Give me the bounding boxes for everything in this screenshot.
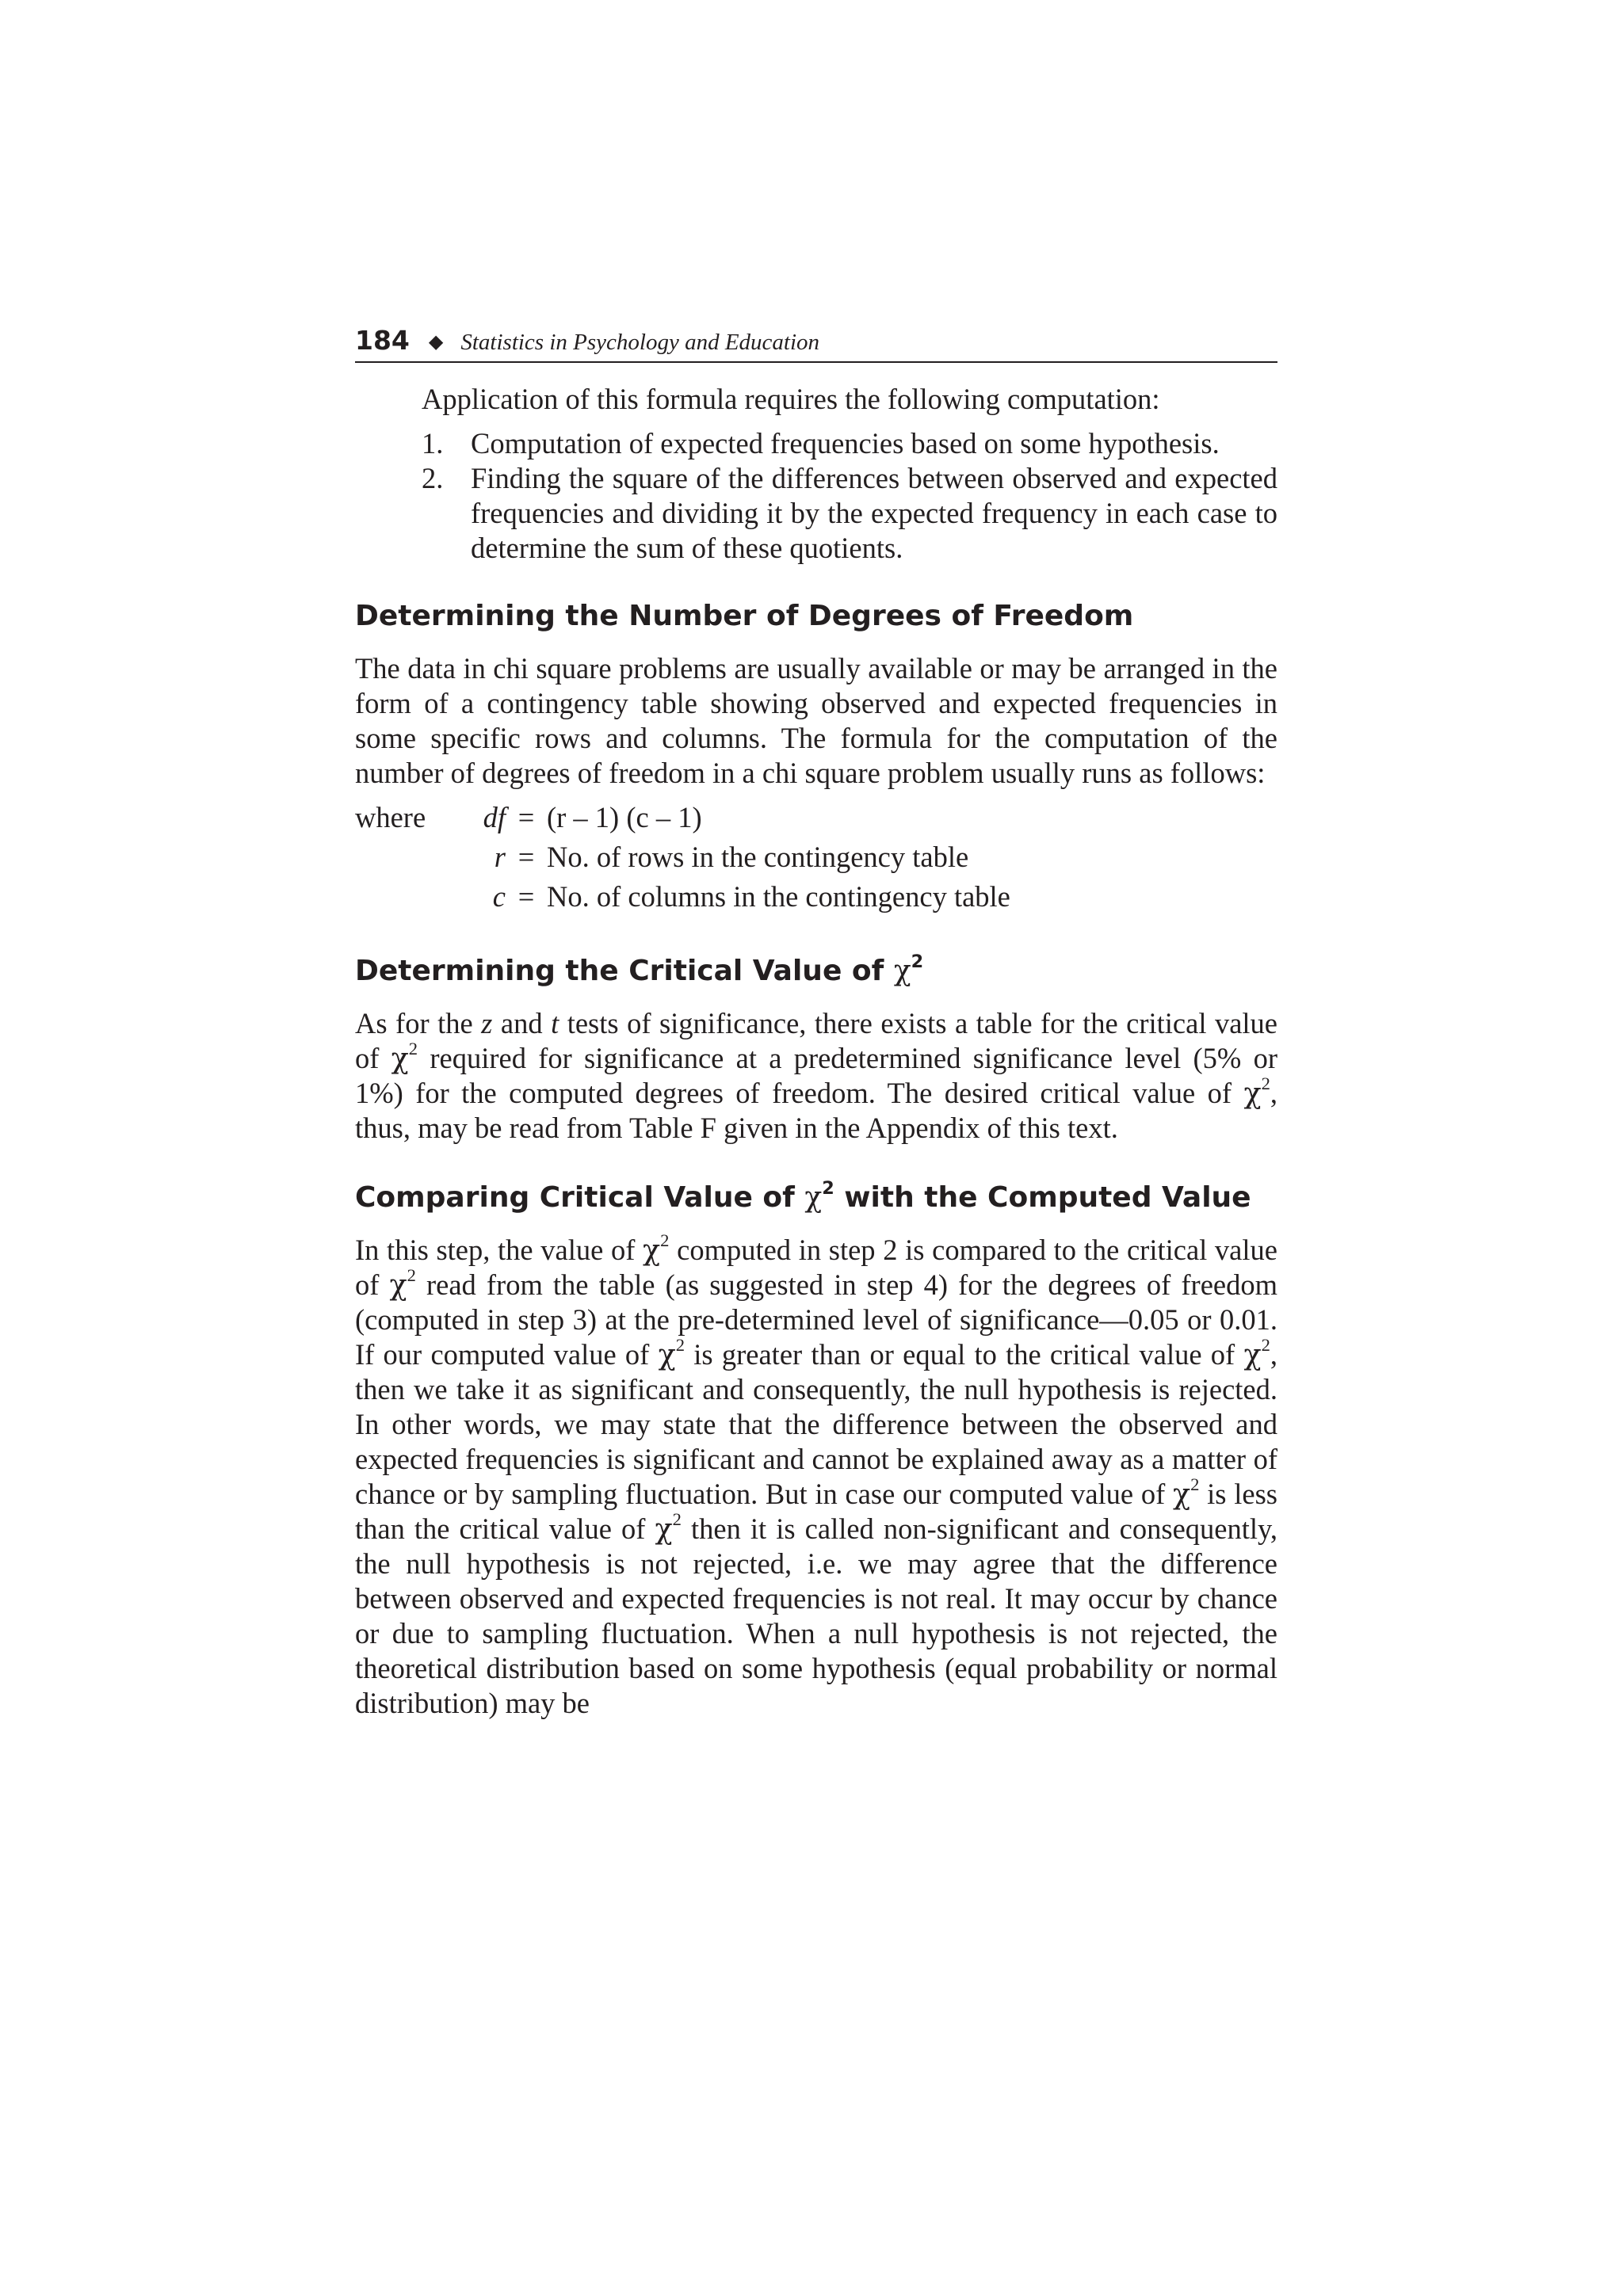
text: As for the xyxy=(355,1007,482,1039)
formula-row-df xyxy=(423,800,702,835)
formula-rhs: (r – 1) (c – 1) xyxy=(547,801,702,833)
section-heading-comparing xyxy=(355,1179,1277,1217)
chi-symbol: χ xyxy=(655,1512,673,1546)
chi-symbol: χ xyxy=(1173,1477,1191,1511)
text: and xyxy=(492,1007,552,1039)
formula-equals: = xyxy=(517,841,535,873)
superscript: 2 xyxy=(1261,1335,1270,1356)
text: is less than the critical value of xyxy=(355,1478,1277,1545)
formula-equals: = xyxy=(517,880,535,913)
degrees-of-freedom-paragraph: The data in chi square problems are usually available or may be arranged in the form of a contingency table showing observed and expected frequencies in some specific rows and columns. The formula for the computation of the number of degrees of freedom in a chi square problem usually runs as follows: xyxy=(355,652,1277,789)
formula-lhs: c xyxy=(492,880,506,913)
formula-rhs: No. of rows in the contingency table xyxy=(547,841,969,873)
formula-equals: = xyxy=(517,801,535,833)
chi-symbol: χ xyxy=(658,1337,676,1371)
text: In this step, the value of xyxy=(355,1234,643,1266)
chi-symbol: χ xyxy=(391,1041,409,1075)
chi-symbol: χ xyxy=(643,1233,661,1267)
list-item xyxy=(355,461,1277,566)
chi-symbol: χ xyxy=(1243,1076,1262,1110)
list-item xyxy=(355,426,1277,461)
text: , thus, may be read from Table F given in the Appendix of this text. xyxy=(355,1077,1277,1144)
step-text: Computation of expected frequencies based on some hypothesis. xyxy=(471,427,1220,460)
superscript: 2 xyxy=(675,1335,685,1356)
critical-value-paragraph xyxy=(355,1006,1277,1146)
comparing-paragraph xyxy=(355,1230,1278,1721)
page-number: 184 xyxy=(355,325,410,356)
z-variable: z xyxy=(481,1007,493,1039)
page xyxy=(355,325,1277,1721)
text: is greater than or equal to the critical value of xyxy=(685,1338,1244,1371)
formula-rhs: No. of columns in the contingency table xyxy=(547,880,1010,913)
step-number: 1. xyxy=(422,427,444,460)
text: tests of significance, there exists a table for the critical value of xyxy=(355,1007,1278,1074)
text: read from the table (as suggested in step 4) for the degrees of freedom (computed in step 3) at the pre-determined level of significance—0.05 or 0.01. If our computed value of xyxy=(355,1268,1277,1371)
superscript: 2 xyxy=(407,1265,416,1286)
chi-symbol: χ xyxy=(389,1268,407,1302)
heading-text: Determining the Critical Value of xyxy=(355,955,884,987)
superscript: 2 xyxy=(408,1039,418,1059)
formula-where-label: where xyxy=(355,801,426,833)
superscript: 2 xyxy=(1261,1074,1270,1094)
step-text: Finding the square of the differences between observed and expected frequencies and dividing it by the expected frequency in each case to determine the sum of these quotients. xyxy=(471,462,1277,564)
formula-row-c xyxy=(423,879,1010,914)
chi-symbol: χ xyxy=(893,955,911,987)
formula-lhs: df xyxy=(483,801,506,833)
computation-steps xyxy=(355,426,1277,566)
text: required for significance at a predetermined significance level (5% or 1%) for the computed degrees of freedom. The desired critical value of xyxy=(355,1042,1277,1109)
section-heading-critical-value xyxy=(355,952,1277,990)
book-title: Statistics in Psychology and Education xyxy=(460,330,820,355)
text: , then we take it as significant and consequently, the null hypothesis is rejected. In other words, we may state that the difference between the observed and expected frequencies is significant and cannot be explained away as a matter of chance or by sampling fluctuation. But in case our computed value of xyxy=(355,1338,1278,1510)
chi-symbol: χ xyxy=(804,1181,823,1214)
t-variable: t xyxy=(551,1007,559,1039)
superscript: 2 xyxy=(822,1177,834,1199)
superscript: 2 xyxy=(1190,1474,1200,1495)
superscript: 2 xyxy=(660,1230,670,1251)
heading-text: Comparing Critical Value of xyxy=(355,1181,795,1214)
heading-text: with the Computed Value xyxy=(844,1181,1251,1214)
chi-symbol: χ xyxy=(1243,1337,1262,1371)
section-heading-degrees-of-freedom: Determining the Number of Degrees of Freedom xyxy=(355,600,1134,632)
superscript: 2 xyxy=(911,951,924,972)
df-formula xyxy=(355,800,1277,919)
running-head xyxy=(355,325,1277,363)
step-number: 2. xyxy=(422,462,444,494)
superscript: 2 xyxy=(672,1509,682,1530)
diamond-icon: ◆ xyxy=(428,330,444,353)
text: computed in step 2 is compared to the critical value of xyxy=(355,1234,1277,1301)
formula-row-r xyxy=(423,840,968,875)
formula-lhs: r xyxy=(494,841,506,873)
text: then it is called non-significant and consequently, the null hypothesis is not rejected, i.e. we may agree that the difference between observed and expected frequencies is not real. It may occur by chance or due to sampling fluctuation. When a null hypothesis is not rejected, the theoretical distribution based on some hypothesis (equal probability or normal distribution) may be xyxy=(355,1512,1278,1719)
intro-paragraph: Application of this formula requires the following computation: xyxy=(422,383,1160,415)
